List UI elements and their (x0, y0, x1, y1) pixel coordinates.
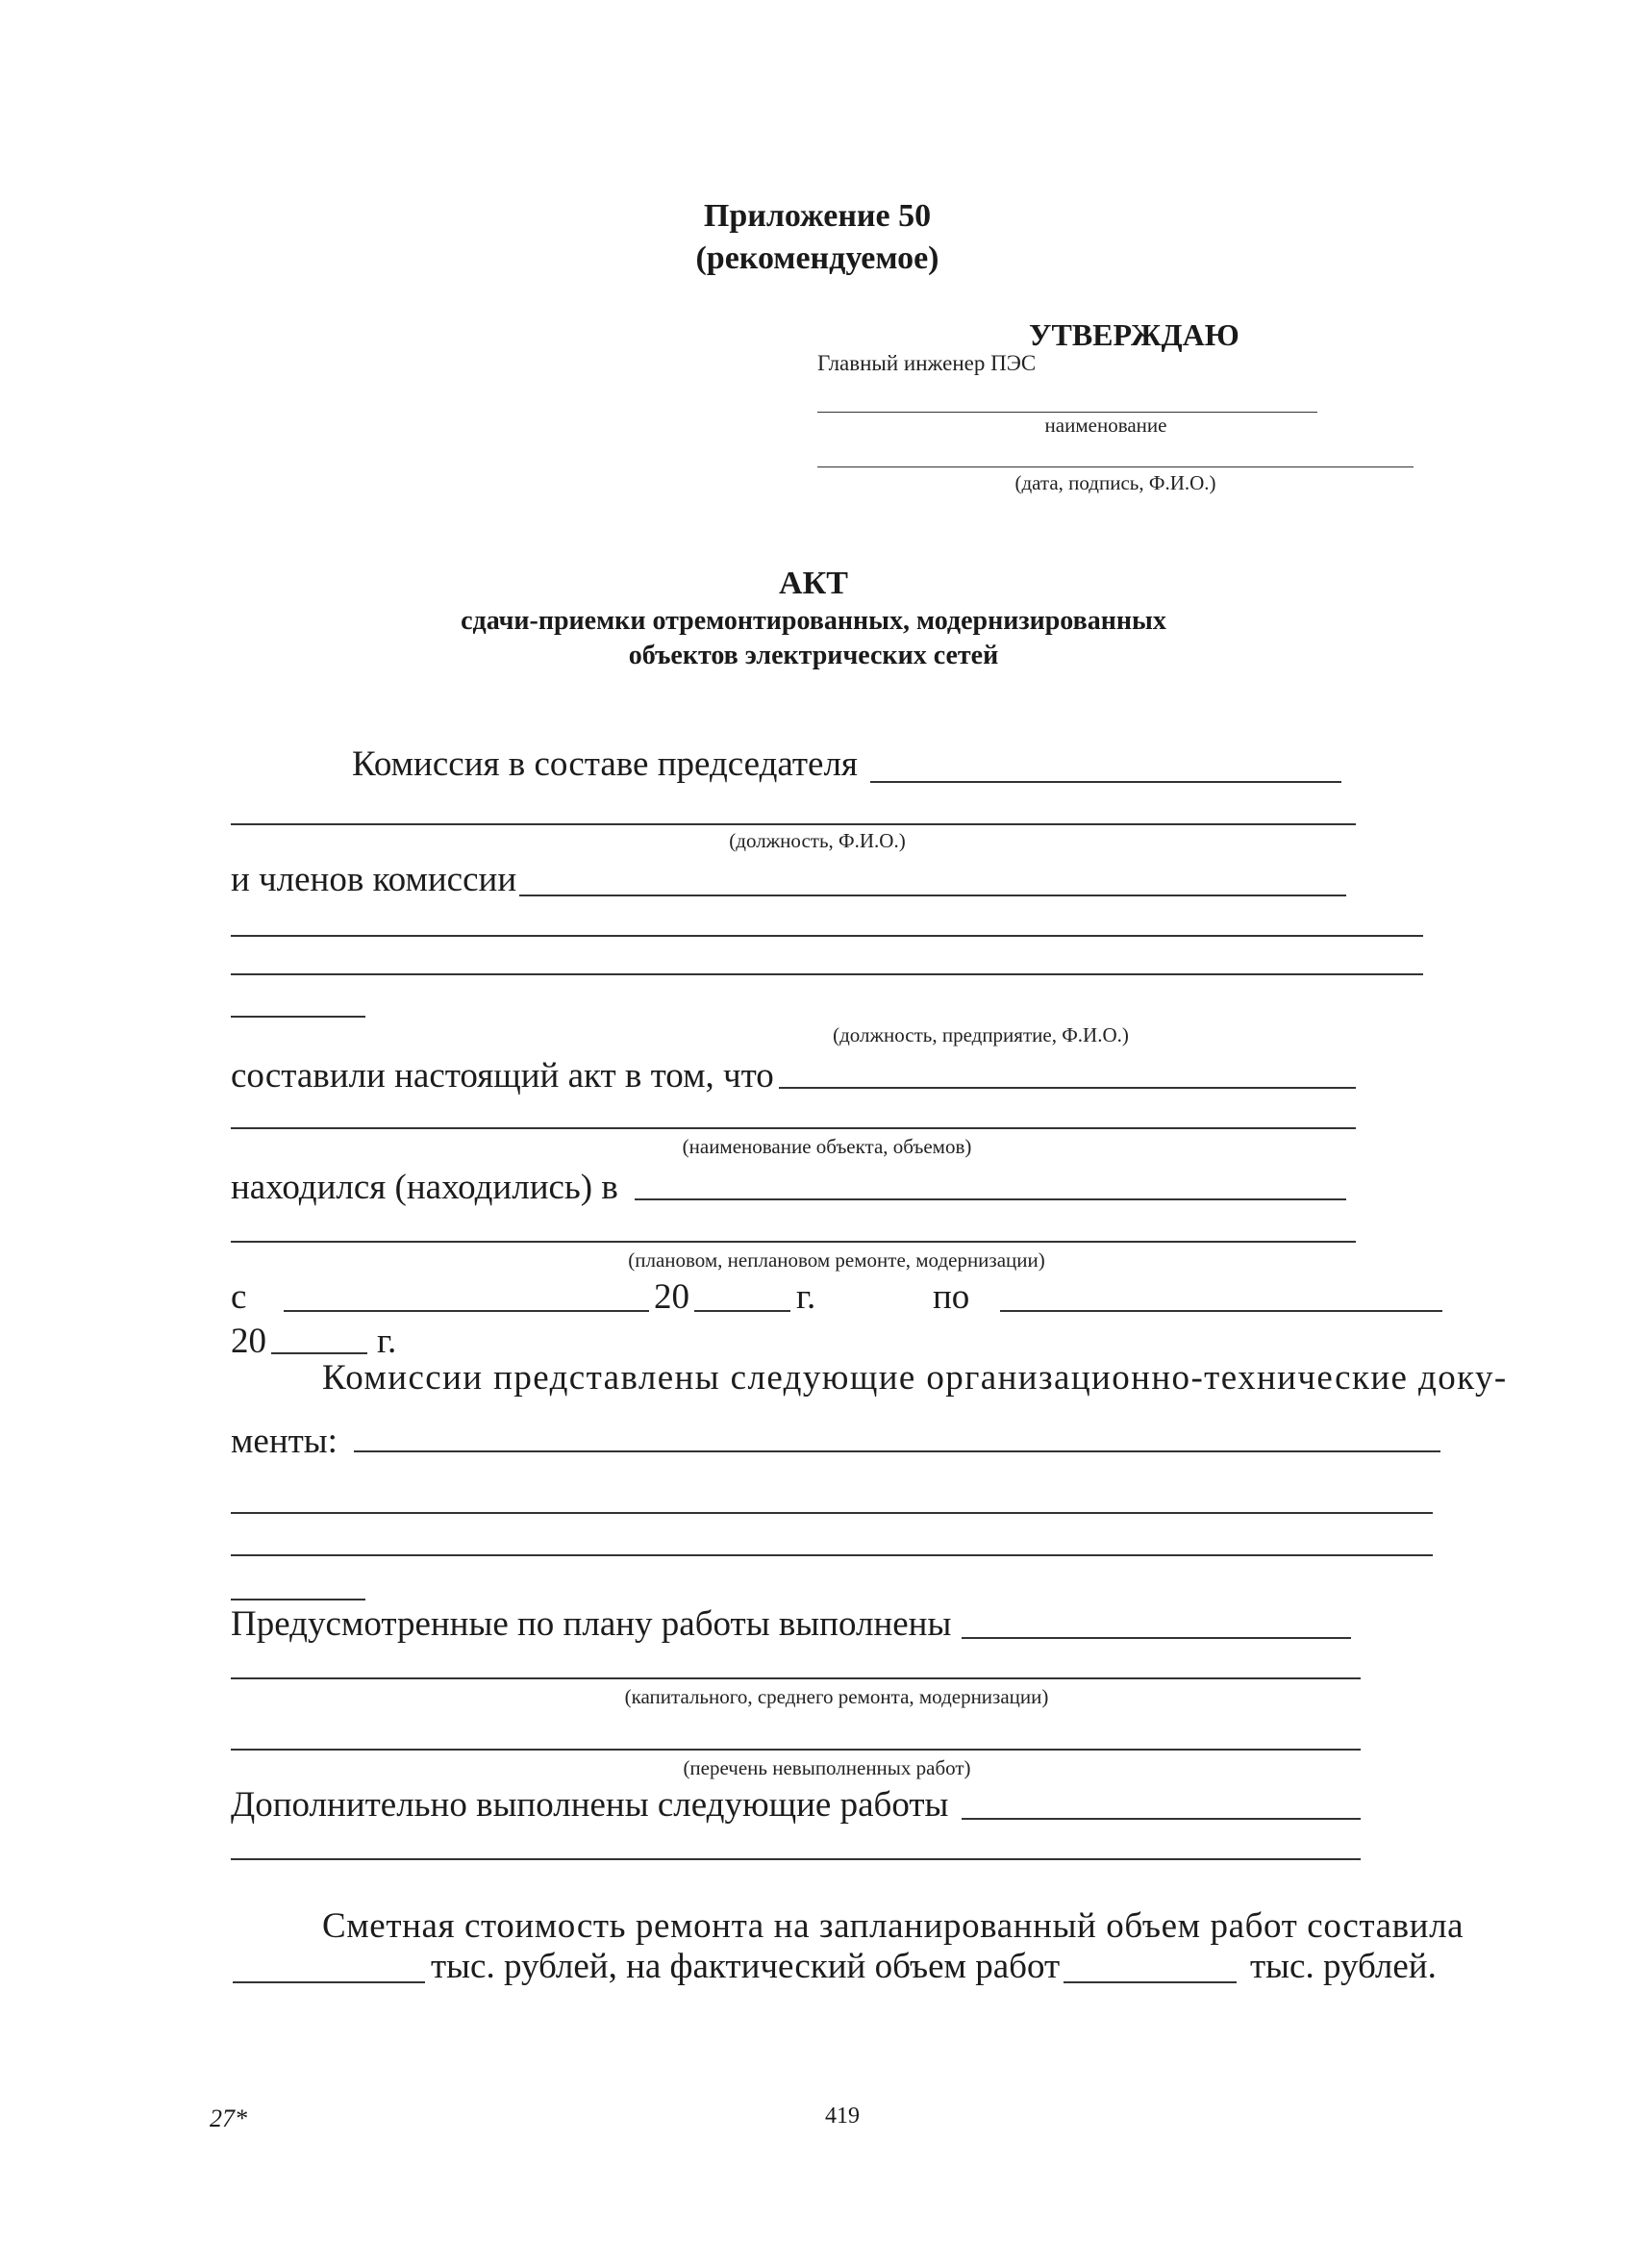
docs-field-line-4[interactable] (231, 1599, 365, 1600)
actual-cost-field[interactable] (1064, 1981, 1237, 1983)
cost-text-line-1: Сметная стоимость ремонта на запланированный объем работ составила (322, 1906, 1464, 1946)
planned-field[interactable] (962, 1637, 1351, 1639)
members-field-line-4[interactable] (231, 1016, 365, 1018)
compiled-label: составили настоящий акт в том, что (231, 1056, 774, 1096)
approve-position: Главный инженер ПЭС (817, 351, 1037, 375)
from-label: с (231, 1277, 247, 1317)
commission-label: Комиссия в составе председателя (352, 744, 858, 784)
docs-text-line-2: менты: (231, 1422, 338, 1461)
to-year-field[interactable] (271, 1352, 367, 1354)
approve-sign-caption: (дата, подпись, Ф.И.О.) (1014, 471, 1216, 494)
repair-type-caption: (плановом, неплановом ремонте, модернизации) (628, 1248, 1045, 1272)
approve-sign-line (817, 466, 1414, 467)
cost-text-mid: тыс. рублей, на фактический объем работ (431, 1947, 1061, 1986)
planned-field-line-2[interactable] (231, 1677, 1361, 1679)
planned-cost-field[interactable] (233, 1981, 425, 1983)
approve-name-line (817, 412, 1317, 413)
was-in-label: находился (находились) в (231, 1168, 618, 1207)
docs-text-line-1: Комиссии представлены следующие организационно-технические доку- (322, 1358, 1508, 1398)
planned-label: Предусмотренные по плану работы выполнены (231, 1604, 952, 1644)
chair-field[interactable] (870, 781, 1341, 783)
additional-label: Дополнительно выполнены следующие работы (231, 1785, 949, 1825)
act-subtitle-line-2: объектов электрических сетей (628, 641, 999, 670)
object-field-line-2[interactable] (231, 1127, 1356, 1129)
members-caption: (должность, предприятие, Ф.И.О.) (833, 1023, 1129, 1046)
chair-caption: (должность, Ф.И.О.) (729, 829, 906, 852)
act-subtitle-line-1: сдачи-приемки отремонтированных, модернизированных (461, 606, 1166, 636)
not-done-field[interactable] (231, 1749, 1361, 1751)
from-year-field[interactable] (694, 1310, 790, 1312)
not-done-caption: (перечень невыполненных работ) (683, 1756, 971, 1779)
appendix-status: (рекомендуемое) (695, 240, 939, 276)
members-field-line-2[interactable] (231, 935, 1423, 937)
object-caption: (наименование объекта, объемов) (682, 1135, 972, 1158)
cost-text-end: тыс. рублей. (1250, 1947, 1437, 1986)
from-year-suffix: г. (796, 1277, 816, 1317)
members-field[interactable] (519, 895, 1346, 896)
from-year-prefix: 20 (654, 1277, 689, 1317)
sheet-mark: 27* (210, 2104, 247, 2132)
to-year-suffix: г. (377, 1322, 397, 1361)
object-field[interactable] (779, 1087, 1356, 1089)
to-label: по (933, 1277, 970, 1317)
to-date-field[interactable] (1000, 1310, 1442, 1312)
docs-field[interactable] (354, 1450, 1440, 1452)
repair-type-field[interactable] (635, 1198, 1346, 1200)
members-field-line-3[interactable] (231, 973, 1423, 975)
from-date-field[interactable] (284, 1310, 649, 1312)
members-label: и членов комиссии (231, 860, 517, 899)
page-number: 419 (825, 2104, 860, 2129)
approve-name-caption: наименование (1044, 414, 1167, 437)
act-title: АКТ (779, 566, 848, 601)
docs-field-line-3[interactable] (231, 1554, 1433, 1556)
approve-title: УТВЕРЖДАЮ (1029, 317, 1239, 352)
chair-field-line-2[interactable] (231, 823, 1356, 825)
appendix-title: Приложение 50 (703, 198, 932, 234)
to-year-prefix: 20 (231, 1322, 266, 1361)
additional-field-line-2[interactable] (231, 1858, 1361, 1860)
docs-field-line-2[interactable] (231, 1512, 1433, 1514)
repair-type-field-line-2[interactable] (231, 1241, 1356, 1243)
additional-field[interactable] (962, 1818, 1361, 1820)
repair-kind-caption: (капитального, среднего ремонта, модернизации) (624, 1685, 1049, 1708)
